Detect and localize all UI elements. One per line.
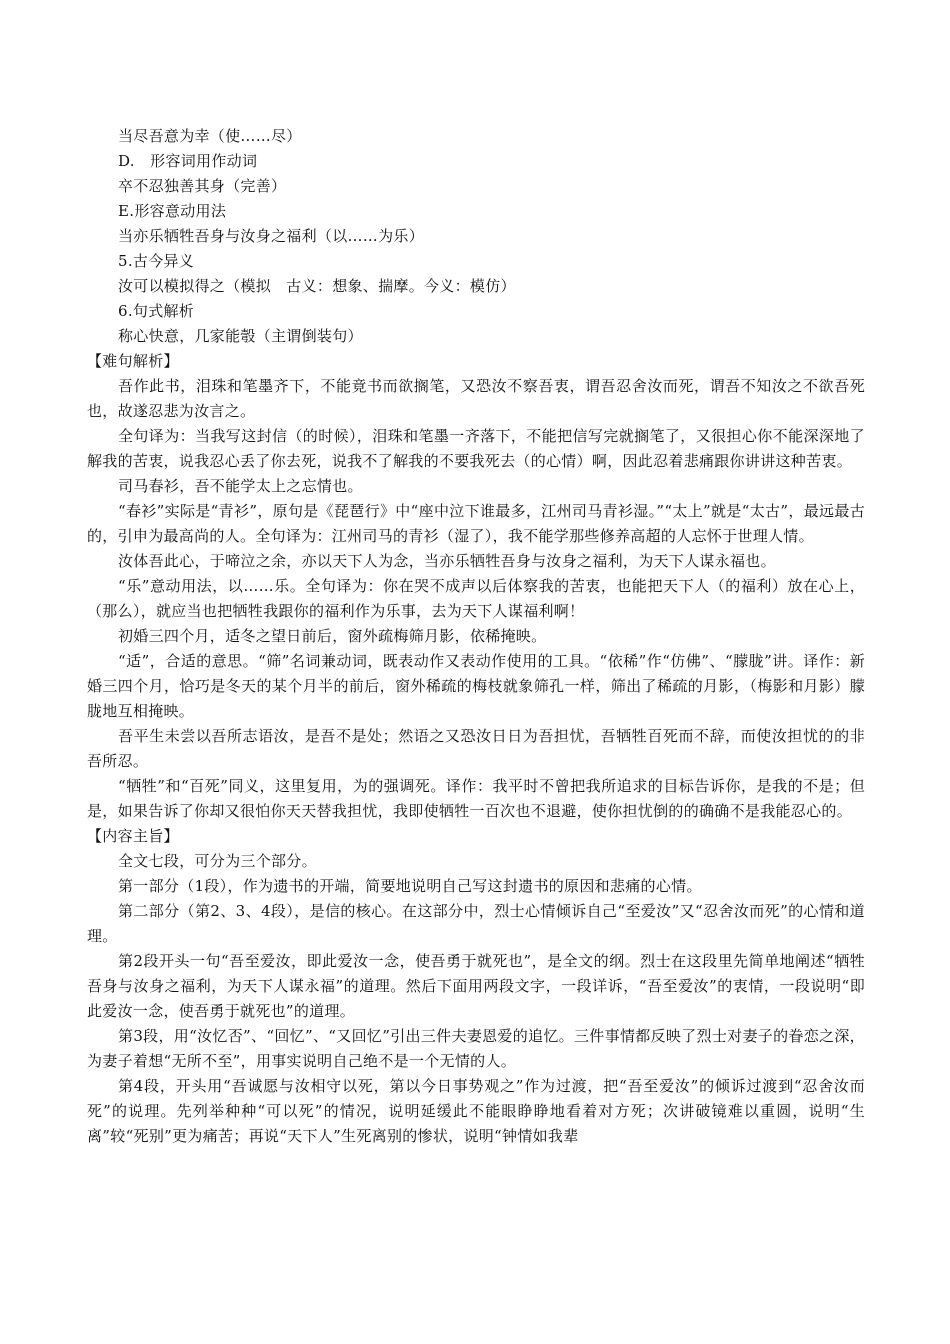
grammar-category-heading: 6.句式解析 bbox=[118, 302, 195, 320]
grammar-example-line: 卒不忍独善其身（完善） bbox=[118, 177, 287, 195]
document-page bbox=[87, 124, 865, 1149]
grammar-example-line: 当尽吾意为幸（使……尽） bbox=[118, 127, 302, 145]
quoted-sentence: 吾平生未尝以吾所志语汝，是吾不是处；然语之又恐汝日日为吾担忧，吾牺牲百死而不辞，而使汝担忧的的非吾所忍。 bbox=[87, 727, 865, 770]
section-heading-content-summary: 【内容主旨】 bbox=[87, 827, 179, 845]
sentence-translation: 全句译为：当我写这封信（的时候），泪珠和笔墨一齐落下，不能把信写完就搁笔了，又很担心你不能深深地了解我的苦衷，说我忍心丢了你去死，说我不了解我的不要我死去（的心情）啊，因此忍着悲痛跟你讲讲这种苦衷。 bbox=[87, 427, 865, 470]
section-heading-difficult-sentences: 【难句解析】 bbox=[87, 352, 179, 370]
grammar-example-line: 汝可以模拟得之（模拟 古义：想象、揣摩。今义：模仿） bbox=[118, 277, 516, 295]
sentence-translation: “乐”意动用法，以……乐。全句译为：你在哭不成声以后体察我的苦衷，也能把天下人（的福利）放在心上，（那么），就应当也把牺牲我跟你的福利作为乐事，去为天下人谋福利啊！ bbox=[87, 577, 865, 620]
quoted-sentence: 司马春衫，吾不能学太上之忘情也。 bbox=[118, 477, 363, 495]
sentence-translation: “适”，合适的意思。“筛”名词兼动词，既表动作又表动作使用的工具。“依稀”作“仿佛”、“朦胧”讲。译作：新婚三四个月，恰巧是冬天的某个月半的前后，窗外稀疏的梅枝就象筛孔一样，筛出了稀疏的月影，（梅影和月影）朦胧地互相掩映。 bbox=[87, 652, 865, 720]
quoted-sentence: 初婚三四个月，适冬之望日前后，窗外疏梅筛月影，依稀掩映。 bbox=[118, 627, 547, 645]
summary-paragraph: 第一部分（1段），作为遗书的开端，简要地说明自己写这封遗书的原因和悲痛的心情。 bbox=[118, 877, 702, 895]
sentence-translation: “春衫”实际是“青衫”，原句是《琵琶行》中“座中泣下谁最多，江州司马青衫湿。”“太上”就是“太古”，最远最古的，引申为最高尚的人。全句译为：江州司马的青衫（湿了），我不能学那些修养高超的人忘怀于世理人情。 bbox=[87, 502, 865, 545]
summary-paragraph: 第二部分（第2、3、4段），是信的核心。在这部分中，烈士心情倾诉自己“至爱汝”又“忍舍汝而死”的心情和道理。 bbox=[87, 902, 865, 945]
quoted-sentence: 吾作此书，泪珠和笔墨齐下，不能竟书而欲搁笔，又恐汝不察吾衷，谓吾忍舍汝而死，谓吾不知汝之不欲吾死也，故遂忍悲为汝言之。 bbox=[87, 377, 865, 420]
grammar-example-line: 当亦乐牺牲吾身与汝身之福利（以……为乐） bbox=[118, 227, 425, 245]
grammar-category-heading: 5.古今异义 bbox=[118, 252, 195, 270]
grammar-example-line: 称心快意，几家能彀（主谓倒装句） bbox=[118, 327, 363, 345]
summary-paragraph: 第4段，开头用“吾诚愿与汝相守以死，第以今日事势观之”作为过渡，把“吾至爱汝”的倾诉过渡到“忍舍汝而死”的说理。先列举种种“可以死”的情况，说明延缓此不能眼睁睁地看着对方死；次讲破镜难以重圆，说明“生离”较“死别”更为痛苦；再说“天下人”生死离别的惨状，说明“钟情如我辈 bbox=[87, 1077, 865, 1145]
grammar-category-heading: D. 形容词用作动词 bbox=[118, 152, 258, 170]
summary-paragraph: 全文七段，可分为三个部分。 bbox=[118, 852, 317, 870]
summary-paragraph: 第2段开头一句“吾至爱汝，即此爱汝一念，使吾勇于就死也”，是全文的纲。烈士在这段里先简单地阐述“牺牲吾身与汝身之福利，为天下人谋永福”的道理。然后下面用两段文字，一段详诉，“吾至爱汝”的衷情，一段说明“即此爱汝一念，使吾勇于就死也”的道理。 bbox=[87, 952, 865, 1020]
grammar-category-heading: E.形容意动用法 bbox=[118, 202, 227, 220]
quoted-sentence: 汝体吾此心，于啼泣之余，亦以天下人为念，当亦乐牺牲吾身与汝身之福利，为天下人谋永福也。 bbox=[118, 552, 776, 570]
summary-paragraph: 第3段，用“汝忆否”、“回忆”、“又回忆”引出三件夫妻恩爱的追忆。三件事情都反映了烈士对妻子的眷恋之深，为妻子着想“无所不至”，用事实说明自己绝不是一个无情的人。 bbox=[87, 1027, 865, 1070]
sentence-translation: “牺牲”和“百死”同义，这里复用，为的强调死。译作：我平时不曾把我所追求的目标告诉你，是我的不是；但是，如果告诉了你却又很怕你天天替我担忧，我即使牺牲一百次也不退避，使你担忧倒的的确确不是我能忍心的。 bbox=[87, 777, 865, 820]
